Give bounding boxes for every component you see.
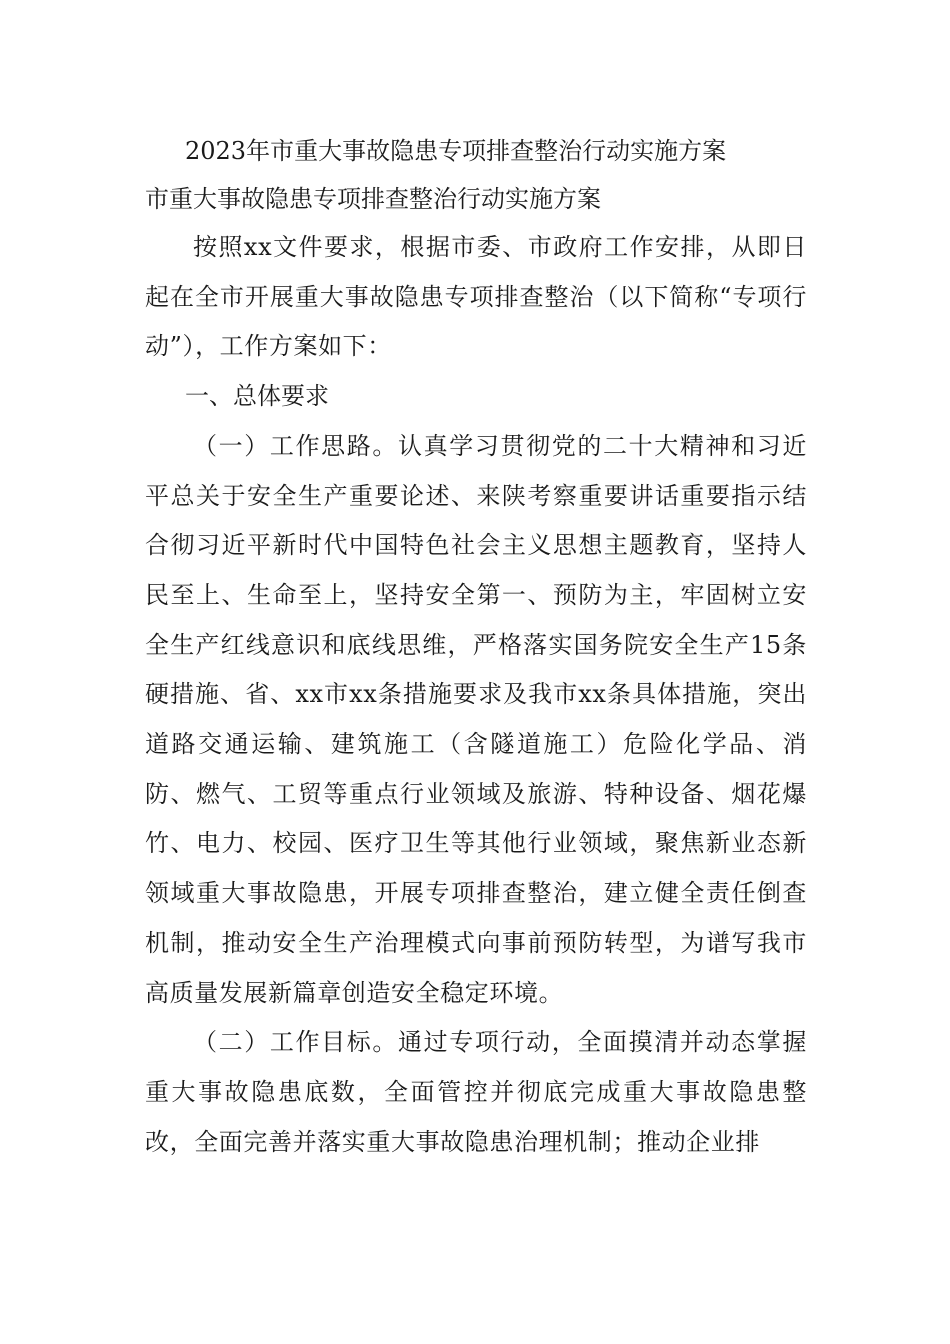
paragraph-work-thinking: （一）工作思路。认真学习贯彻党的二十大精神和习近平总关于安全生产重要论述、来陕考察重要讲话重要指示结合彻习近平新时代中国特色社会主义思想主题教育，坚持人民至上、生命至上，坚持安全第一、预防为主，牢固树立安全生产红线意识和底线思维，严格落实国务院安全生产15条硬措施、省、xx市xx条措施要求及我市xx条具体措施，突出道路交通运输、建筑施工（含隧道施工）危险化学品、消防、燃气、工贸等重点行业领域及旅游、特种设备、烟花爆竹、电力、校园、医疗卫生等其他行业领域，聚焦新业态新领域重大事故隐患，开展专项排查整治，建立健全责任倒查机制，推动安全生产治理模式向事前预防转型，为谱写我市高质量发展新篇章创造安全稳定环境。: [145, 431, 807, 1007]
document-subtitle: 市重大事故隐患专项排查整治行动实施方案: [145, 185, 601, 213]
section-heading-general-requirements: 一、总体要求: [185, 382, 329, 411]
document-body: [145, 127, 807, 1167]
paragraph-work-goal: （二）工作目标。通过专项行动，全面摸清并动态掌握重大事故隐患底数，全面管控并彻底完成重大事故隐患整改，全面完善并落实重大事故隐患治理机制；推动企业排: [145, 1028, 807, 1156]
intro-paragraph: 按照xx文件要求，根据市委、市政府工作安排，从即日起在全市开展重大事故隐患专项排查整治（以下简称“专项行动”），工作方案如下：: [145, 233, 807, 361]
document-title: 2023年市重大事故隐患专项排查整治行动实施方案: [185, 137, 727, 165]
